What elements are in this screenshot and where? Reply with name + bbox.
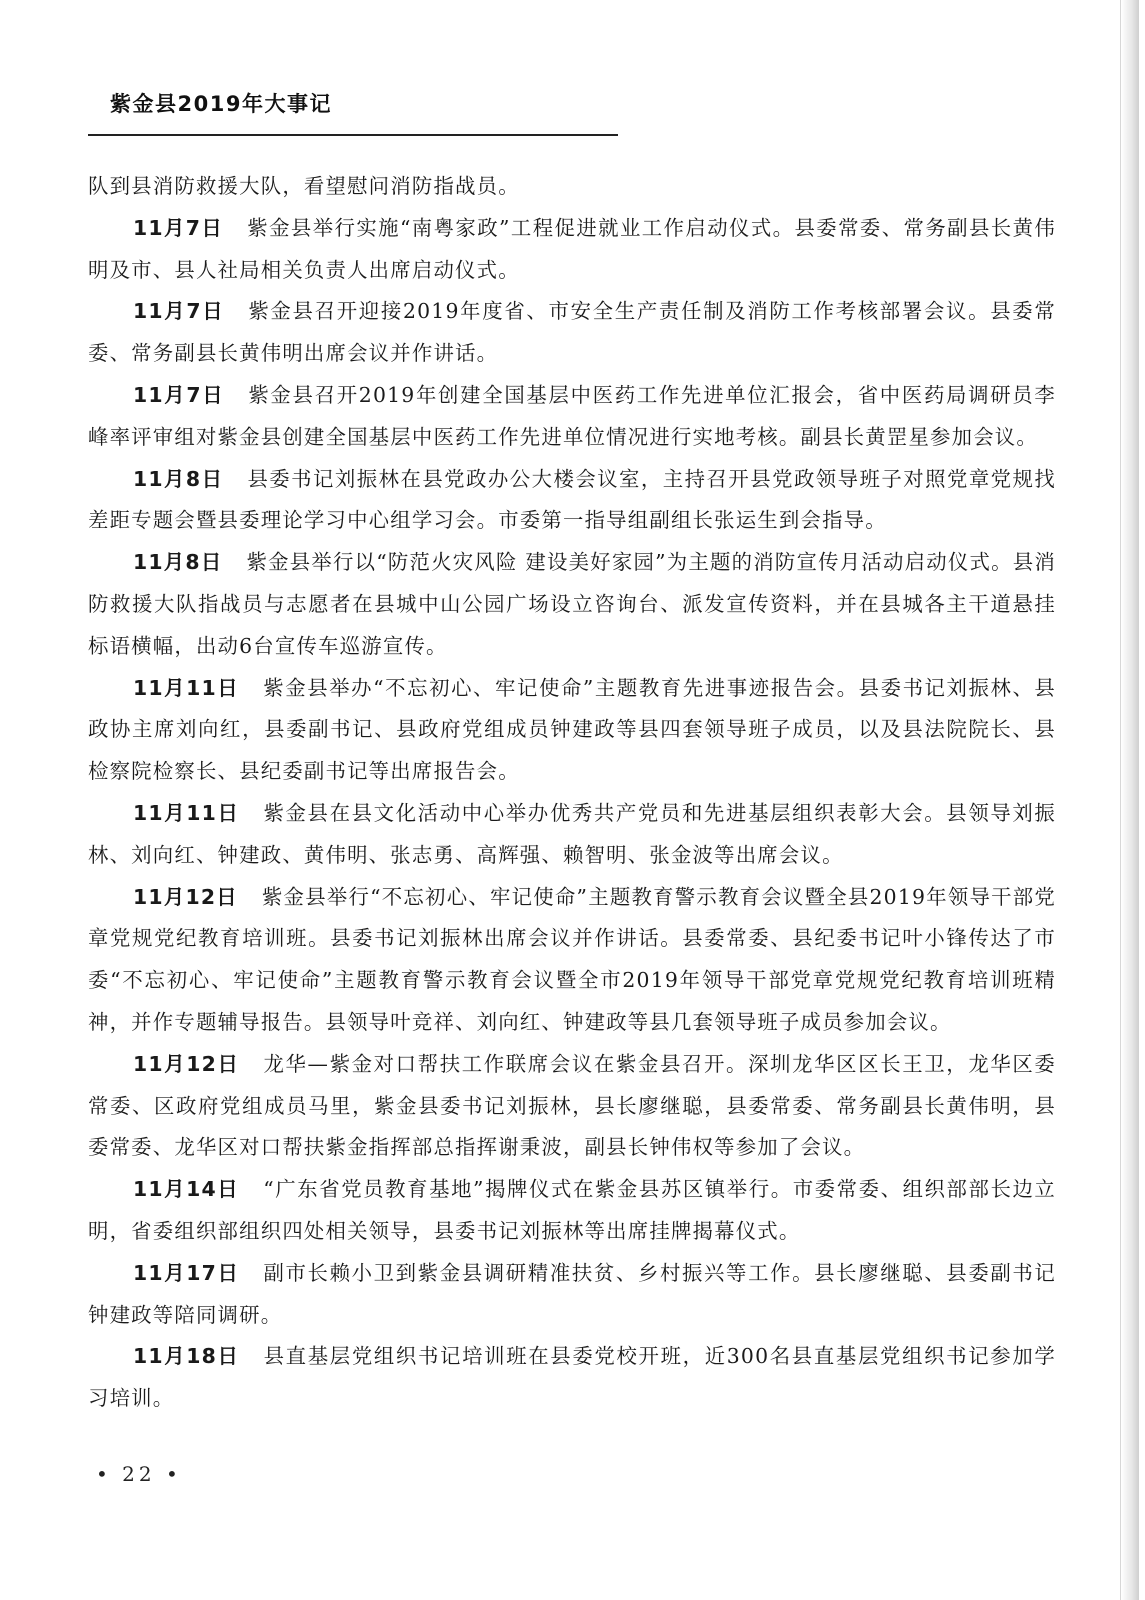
entry-date: 11月12日: [133, 1051, 240, 1076]
entry-text: 县委书记刘振林在县党政办公大楼会议室，主持召开县党政领导班子对照党章党规找差距专题会暨县委理论学习中心组学习会。市委第一指导组副组长张运生到会指导。: [88, 466, 1056, 533]
header-rule: [88, 134, 618, 136]
page-number: • 22 •: [96, 1462, 182, 1486]
scan-edge-shadow: [1121, 0, 1139, 1600]
entry-date: 11月11日: [133, 675, 240, 700]
running-header: 紫金县2019年大事记: [110, 92, 332, 116]
entry-text: 紫金县举行“不忘初心、牢记使命”主题教育警示教育会议暨全县2019年领导干部党章党规党纪教育培训班。县委书记刘振林出席会议并作讲话。县委常委、县纪委书记叶小锋传达了市委“不忘初心、牢记使命”主题教育警示教育会议暨全市2019年领导干部党章党规党纪教育培训班精神，并作专题辅导报告。县领导叶竞祥、刘向红、钟建政等县几套领导班子成员参加会议。: [88, 884, 1056, 1034]
entry-text: 紫金县举行实施“南粤家政”工程促进就业工作启动仪式。县委常委、常务副县长黄伟明及市、县人社局相关负责人出席启动仪式。: [88, 215, 1056, 282]
chronicle-entry: [88, 1253, 1056, 1337]
chronicle-entry: [88, 1044, 1056, 1169]
entry-date: 11月17日: [133, 1260, 240, 1285]
chronicle-entry: [88, 1336, 1056, 1420]
entry-date: 11月7日: [133, 215, 224, 240]
entry-text: 县直基层党组织书记培训班在县委党校开班，近300名县直基层党组织书记参加学习培训。: [88, 1344, 1056, 1411]
entry-text: “广东省党员教育基地”揭牌仪式在紫金县苏区镇举行。市委常委、组织部部长边立明，省委组织部组织四处相关领导，县委书记刘振林等出席挂牌揭幕仪式。: [88, 1177, 1057, 1243]
entry-date: 11月11日: [133, 800, 240, 825]
entry-date: 11月8日: [133, 466, 224, 491]
chronicle-entry: [88, 668, 1056, 793]
entry-text: 龙华—紫金对口帮扶工作联席会议在紫金县召开。深圳龙华区区长王卫，龙华区委常委、区政府党组成员马里，紫金县委书记刘振林，县长廖继聪，县委常委、常务副县长黄伟明，县委常委、龙华区对口帮扶紫金指挥部总指挥谢秉波，副县长钟伟权等参加了会议。: [88, 1051, 1056, 1160]
chronicle-entry: [88, 459, 1056, 543]
entry-text: 副市长赖小卫到紫金县调研精准扶贫、乡村振兴等工作。县长廖继聪、县委副书记钟建政等陪同调研。: [88, 1260, 1056, 1327]
entry-date: 11月7日: [133, 299, 225, 324]
entry-date: 11月14日: [133, 1177, 240, 1202]
chronicle-entry: [88, 877, 1056, 1044]
document-body: [88, 166, 1056, 1420]
entry-date: 11月12日: [133, 884, 238, 909]
entry-date: 11月8日: [133, 550, 223, 575]
continued-paragraph: 队到县消防救援大队，看望慰问消防指战员。: [88, 174, 520, 198]
entry-text: 紫金县举办“不忘初心、牢记使命”主题教育先进事迹报告会。县委书记刘振林、县政协主席刘向红，县委副书记、县政府党组成员钟建政等县四套领导班子成员，以及县法院院长、县检察院检察长、县纪委副书记等出席报告会。: [88, 675, 1057, 784]
chronicle-entry: [88, 375, 1056, 459]
entry-text: 紫金县召开2019年创建全国基层中医药工作先进单位汇报会，省中医药局调研员李峰率评审组对紫金县创建全国基层中医药工作先进单位情况进行实地考核。副县长黄罡星参加会议。: [88, 382, 1056, 449]
chronicle-entry: [88, 208, 1056, 292]
entry-date: 11月18日: [133, 1344, 240, 1369]
entry-text: 紫金县举行以“防范火灾风险 建设美好家园”为主题的消防宣传月活动启动仪式。县消防救援大队指战员与志愿者在县城中山公园广场设立咨询台、派发宣传资料，并在县城各主干道悬挂标语横幅，出动6台宣传车巡游宣传。: [88, 550, 1056, 658]
entry-text: 紫金县在县文化活动中心举办优秀共产党员和先进基层组织表彰大会。县领导刘振林、刘向红、钟建政、黄伟明、张志勇、高辉强、赖智明、张金波等出席会议。: [88, 800, 1056, 867]
chronicle-entry: [88, 793, 1056, 877]
entry-date: 11月7日: [133, 382, 225, 407]
chronicle-entry: [88, 542, 1056, 667]
chronicle-entry: [88, 291, 1056, 375]
chronicle-entry: [88, 1169, 1056, 1253]
entry-text: 紫金县召开迎接2019年度省、市安全生产责任制及消防工作考核部署会议。县委常委、常务副县长黄伟明出席会议并作讲话。: [88, 299, 1056, 366]
